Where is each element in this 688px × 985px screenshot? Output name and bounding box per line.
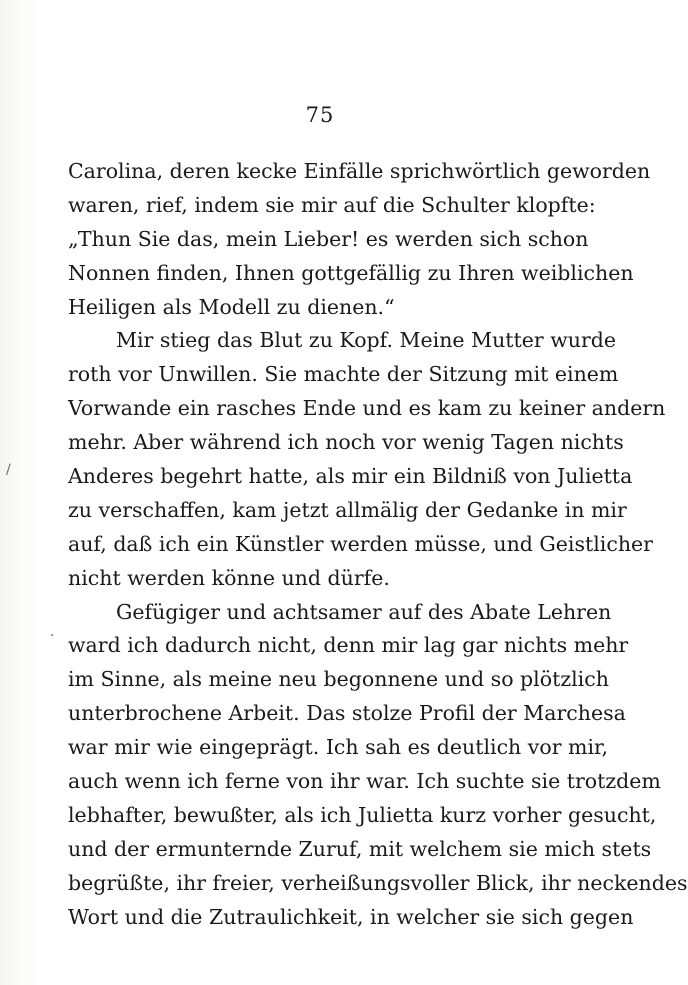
- text-line: waren, rief, indem sie mir auf die Schulter klopfte:: [68, 192, 596, 217]
- text-line: roth vor Unwillen. Sie machte der Sitzung mit einem: [68, 362, 619, 387]
- text-line: mehr. Aber während ich noch vor wenig Tagen nichts: [68, 430, 624, 455]
- text-line: nicht werden könne und dürfe.: [68, 565, 390, 590]
- text-line: auch wenn ich ferne von ihr war. Ich suchte sie trotzdem: [68, 769, 661, 794]
- text-line: begrüßte, ihr freier, verheißungsvoller Blick, ihr neckendes: [68, 870, 688, 895]
- text-line: Anderes begehrt hatte, als mir ein Bildniß von Julietta: [68, 464, 633, 489]
- text-line: Nonnen finden, Ihnen gottgefällig zu Ihren weiblichen: [68, 260, 634, 285]
- text-line: Heiligen als Modell zu dienen.“: [68, 294, 395, 319]
- text-line: und der ermunternde Zuruf, mit welchem sie mich stets: [68, 836, 652, 861]
- text-line: Wort und die Zutraulichkeit, in welcher sie sich gegen: [68, 904, 634, 929]
- text-line: im Sinne, als meine neu begonnene und so plötzlich: [68, 667, 609, 692]
- paragraph-start-line: Mir stieg das Blut zu Kopf. Meine Mutter wurde: [116, 328, 616, 353]
- page-number: 75: [305, 103, 335, 127]
- margin-mark: ·: [50, 628, 55, 644]
- text-line: Vorwande ein rasches Ende und es kam zu keiner andern: [68, 396, 666, 421]
- margin-mark: /: [6, 462, 11, 478]
- text-line: lebhafter, bewußter, als ich Julietta kurz vorher gesucht,: [68, 802, 657, 827]
- text-line: auf, daß ich ein Künstler werden müsse, und Geistlicher: [68, 531, 653, 556]
- text-line: zu verschaffen, kam jetzt allmälig der Gedanke in mir: [68, 497, 627, 522]
- body-text: [68, 155, 688, 934]
- text-line: „Thun Sie das, mein Lieber! es werden sich schon: [68, 226, 589, 251]
- paragraph-start-line: Gefügiger und achtsamer auf des Abate Lehren: [116, 599, 612, 624]
- text-line: Carolina, deren kecke Einfälle sprichwörtlich geworden: [68, 159, 651, 183]
- text-line: unterbrochene Arbeit. Das stolze Profil der Marchesa: [68, 701, 626, 726]
- text-line: ward ich dadurch nicht, denn mir lag gar nichts mehr: [68, 633, 629, 658]
- text-line: war mir wie eingeprägt. Ich sah es deutlich vor mir,: [68, 735, 609, 760]
